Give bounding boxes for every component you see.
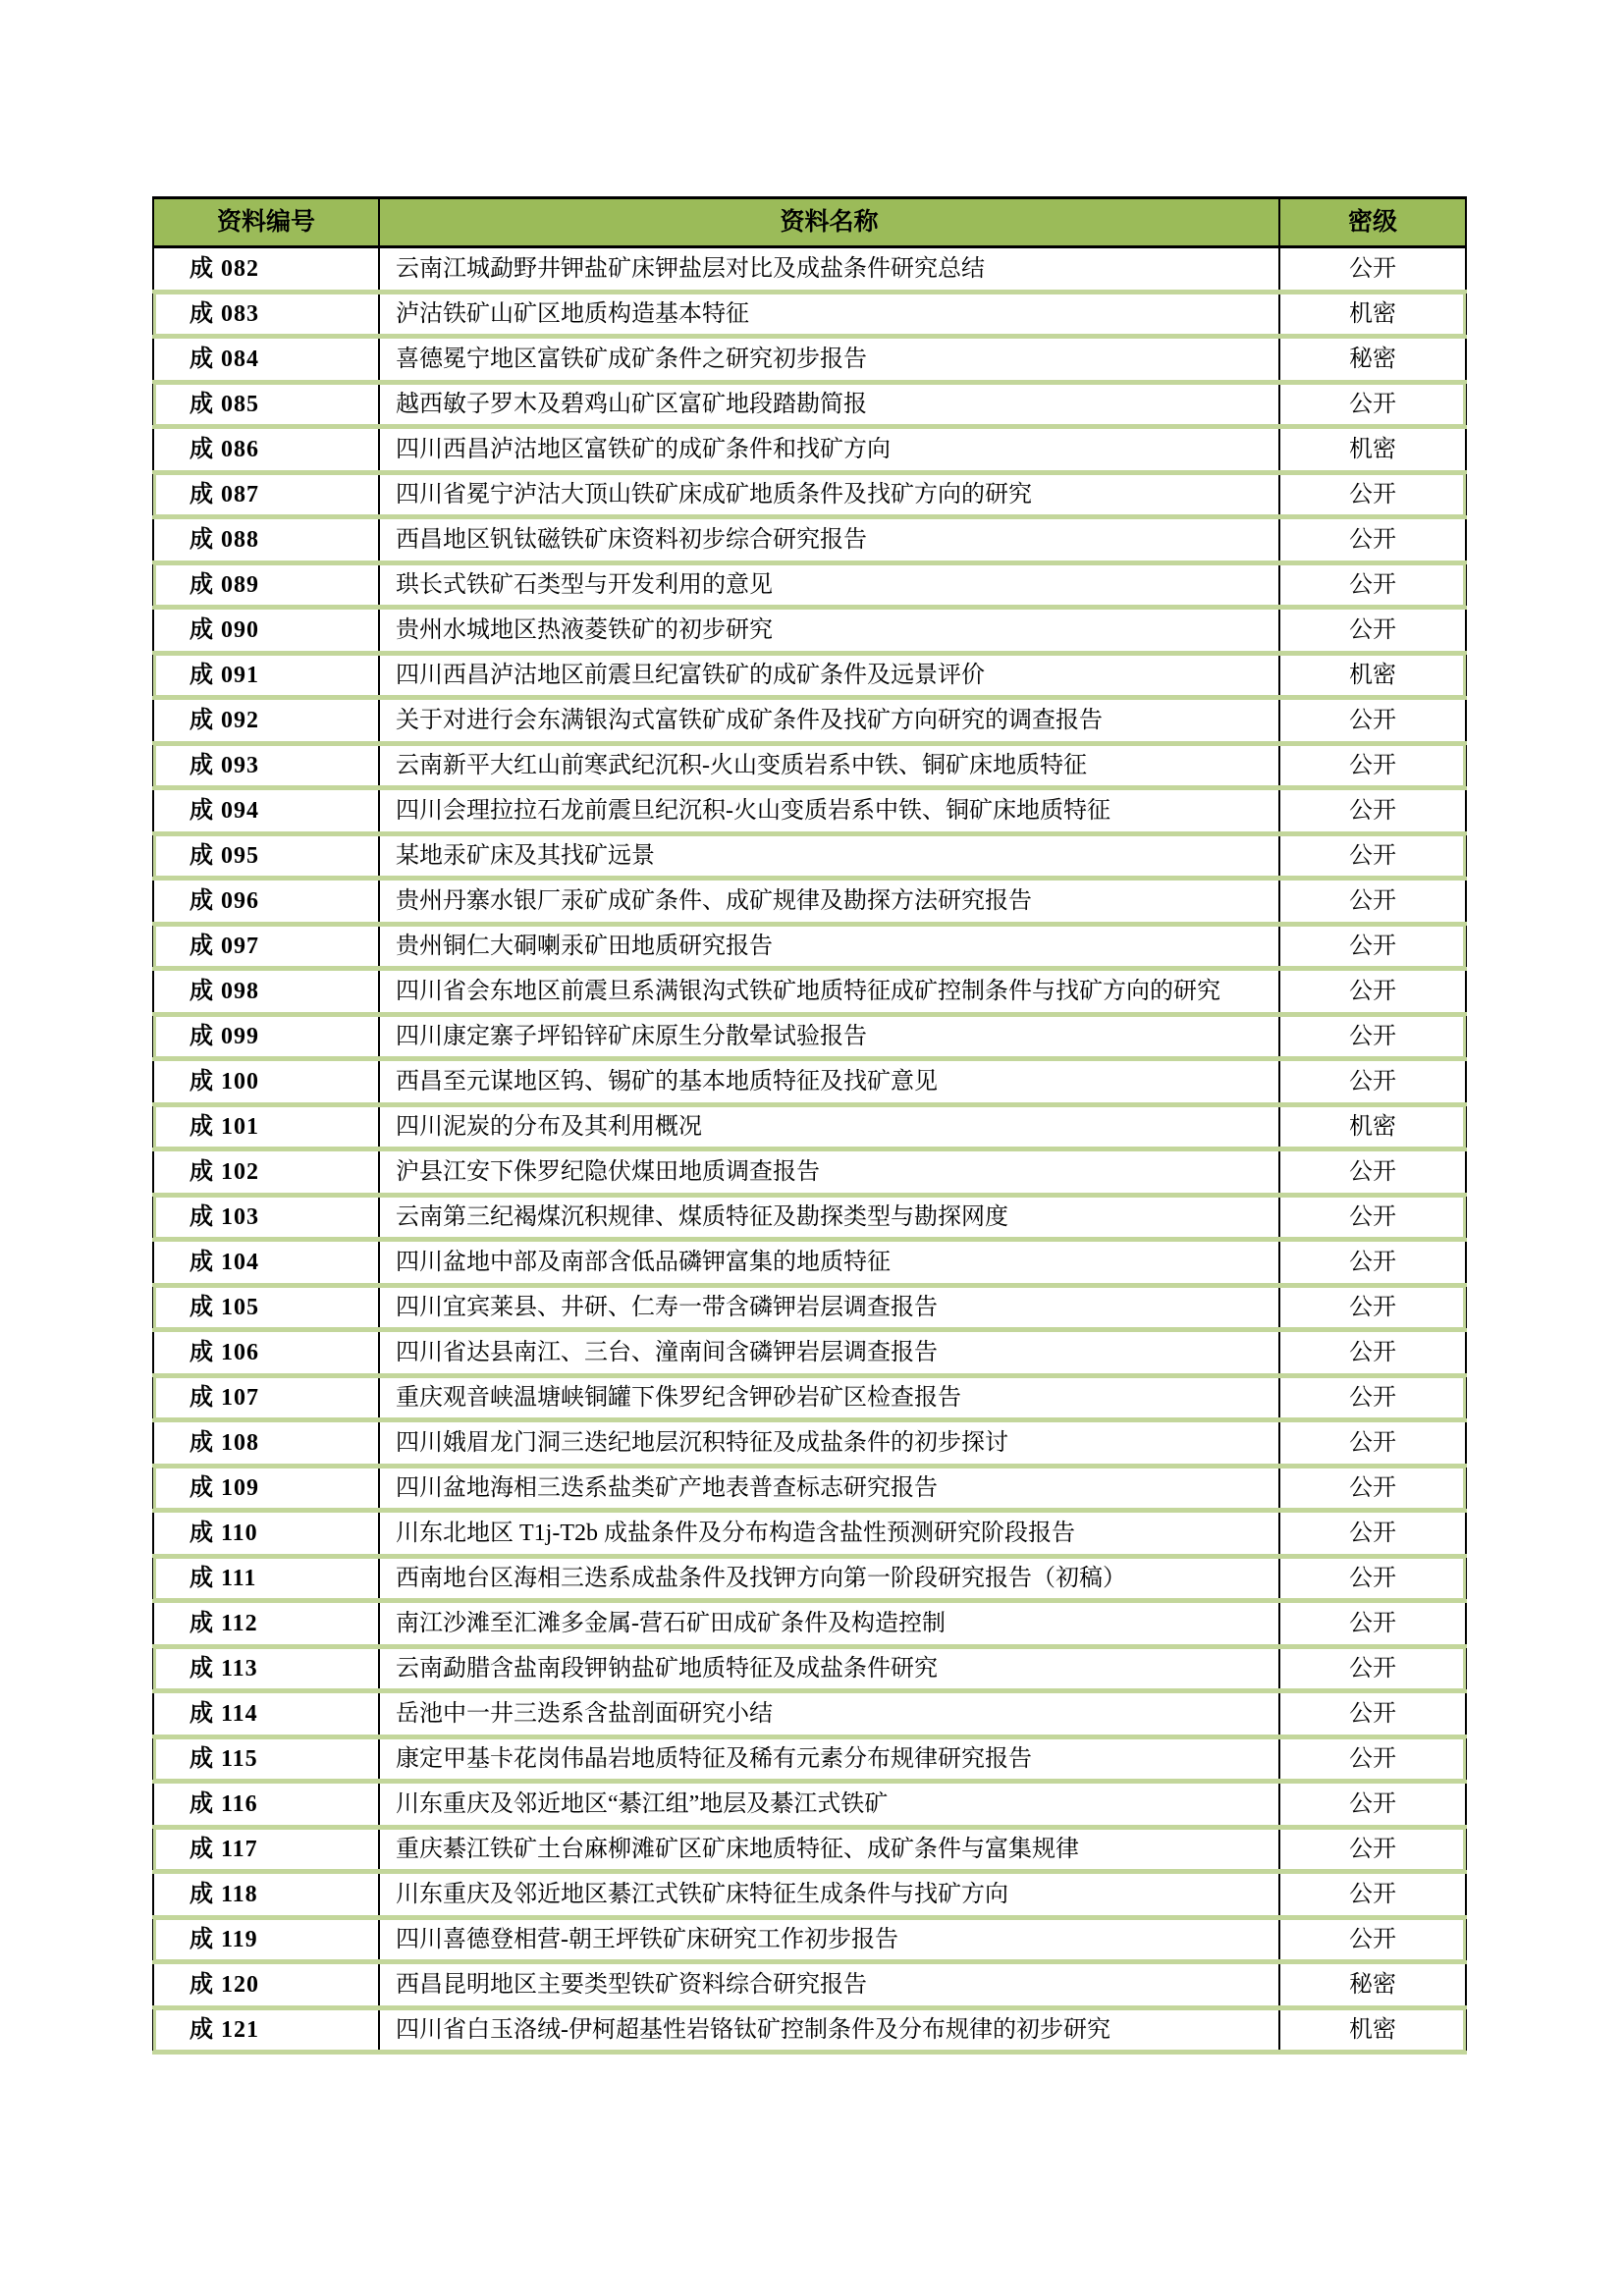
table-row: [153, 1691, 1466, 1736]
table-row: [153, 1917, 1466, 1962]
table-row: [153, 1240, 1466, 1285]
cell-id: 成 117: [153, 1827, 379, 1872]
table-row: [153, 788, 1466, 833]
cell-level: 公开: [1279, 879, 1466, 924]
header-cell-id: 资料编号: [153, 198, 379, 247]
cell-name: 贵州铜仁大硐喇汞矿田地质研究报告: [379, 924, 1279, 969]
table-row: [153, 1104, 1466, 1149]
table-row: [153, 1646, 1466, 1691]
cell-name: 四川喜德登相营-朝王坪铁矿床研究工作初步报告: [379, 1917, 1279, 1962]
table-row: [153, 1511, 1466, 1556]
header-cell-name: 资料名称: [379, 198, 1279, 247]
cell-id: 成 100: [153, 1059, 379, 1104]
cell-id: 成 095: [153, 833, 379, 879]
cell-level: 机密: [1279, 292, 1466, 337]
table-row: [153, 743, 1466, 788]
cell-name: 云南第三纪褐煤沉积规律、煤质特征及勘探类型与勘探网度: [379, 1195, 1279, 1240]
cell-level: 公开: [1279, 1466, 1466, 1511]
records-table-header: [153, 198, 1466, 247]
cell-id: 成 109: [153, 1466, 379, 1511]
cell-id: 成 089: [153, 562, 379, 608]
cell-id: 成 084: [153, 337, 379, 382]
cell-level: 机密: [1279, 427, 1466, 472]
table-row: [153, 1330, 1466, 1375]
cell-id: 成 086: [153, 427, 379, 472]
cell-id: 成 114: [153, 1691, 379, 1736]
table-row: [153, 1827, 1466, 1872]
cell-id: 成 116: [153, 1782, 379, 1827]
cell-level: 公开: [1279, 517, 1466, 562]
table-row: [153, 1556, 1466, 1601]
cell-level: 公开: [1279, 1375, 1466, 1420]
table-row: [153, 1375, 1466, 1420]
cell-level: 公开: [1279, 1511, 1466, 1556]
cell-level: 公开: [1279, 247, 1466, 293]
cell-level: 秘密: [1279, 1962, 1466, 2007]
table-row: [153, 1420, 1466, 1466]
cell-name: 四川会理拉拉石龙前震旦纪沉积-火山变质岩系中铁、铜矿床地质特征: [379, 788, 1279, 833]
cell-level: 公开: [1279, 1195, 1466, 1240]
cell-name: 西南地台区海相三迭系成盐条件及找钾方向第一阶段研究报告（初稿）: [379, 1556, 1279, 1601]
table-row: [153, 337, 1466, 382]
table-row: [153, 2007, 1466, 2053]
cell-level: 公开: [1279, 1285, 1466, 1330]
cell-level: 公开: [1279, 1014, 1466, 1059]
cell-level: 公开: [1279, 924, 1466, 969]
table-row: [153, 1014, 1466, 1059]
table-row: [153, 562, 1466, 608]
cell-name: 云南勐腊含盐南段钾钠盐矿地质特征及成盐条件研究: [379, 1646, 1279, 1691]
cell-name: 四川泥炭的分布及其利用概况: [379, 1104, 1279, 1149]
cell-name: 四川盆地海相三迭系盐类矿产地表普查标志研究报告: [379, 1466, 1279, 1511]
cell-id: 成 107: [153, 1375, 379, 1420]
table-row: [153, 833, 1466, 879]
cell-level: 公开: [1279, 562, 1466, 608]
cell-level: 机密: [1279, 1104, 1466, 1149]
cell-level: 公开: [1279, 1917, 1466, 1962]
table-row: [153, 1962, 1466, 2007]
cell-id: 成 102: [153, 1149, 379, 1195]
cell-level: 公开: [1279, 1736, 1466, 1782]
cell-level: 机密: [1279, 2007, 1466, 2053]
table-row: [153, 879, 1466, 924]
table-row: [153, 1059, 1466, 1104]
cell-id: 成 085: [153, 382, 379, 427]
cell-level: 公开: [1279, 698, 1466, 743]
cell-name: 关于对进行会东满银沟式富铁矿成矿条件及找矿方向研究的调查报告: [379, 698, 1279, 743]
cell-name: 重庆綦江铁矿土台麻柳滩矿区矿床地质特征、成矿条件与富集规律: [379, 1827, 1279, 1872]
table-row: [153, 1872, 1466, 1917]
cell-level: 公开: [1279, 1556, 1466, 1601]
cell-name: 川东北地区 T1j-T2b 成盐条件及分布构造含盐性预测研究阶段报告: [379, 1511, 1279, 1556]
cell-name: 四川省达县南江、三台、潼南间含磷钾岩层调查报告: [379, 1330, 1279, 1375]
cell-level: 公开: [1279, 1240, 1466, 1285]
cell-name: 康定甲基卡花岗伟晶岩地质特征及稀有元素分布规律研究报告: [379, 1736, 1279, 1782]
table-row: [153, 517, 1466, 562]
cell-id: 成 094: [153, 788, 379, 833]
cell-name: 某地汞矿床及其找矿远景: [379, 833, 1279, 879]
table-row: [153, 1285, 1466, 1330]
table-row: [153, 1782, 1466, 1827]
cell-name: 贵州丹寨水银厂汞矿成矿条件、成矿规律及勘探方法研究报告: [379, 879, 1279, 924]
cell-name: 喜德冕宁地区富铁矿成矿条件之研究初步报告: [379, 337, 1279, 382]
cell-name: 越西敏子罗木及碧鸡山矿区富矿地段踏勘简报: [379, 382, 1279, 427]
cell-name: 云南新平大红山前寒武纪沉积-火山变质岩系中铁、铜矿床地质特征: [379, 743, 1279, 788]
cell-level: 公开: [1279, 1420, 1466, 1466]
table-row: [153, 698, 1466, 743]
table-row: [153, 924, 1466, 969]
cell-level: 公开: [1279, 1601, 1466, 1646]
table-row: [153, 608, 1466, 653]
cell-name: 四川娥眉龙门洞三迭纪地层沉积特征及成盐条件的初步探讨: [379, 1420, 1279, 1466]
cell-id: 成 088: [153, 517, 379, 562]
table-row: [153, 1601, 1466, 1646]
cell-id: 成 104: [153, 1240, 379, 1285]
cell-id: 成 090: [153, 608, 379, 653]
cell-id: 成 112: [153, 1601, 379, 1646]
cell-name: 四川盆地中部及南部含低品磷钾富集的地质特征: [379, 1240, 1279, 1285]
cell-name: 川东重庆及邻近地区綦江式铁矿床特征生成条件与找矿方向: [379, 1872, 1279, 1917]
table-row: [153, 427, 1466, 472]
cell-id: 成 106: [153, 1330, 379, 1375]
cell-level: 秘密: [1279, 337, 1466, 382]
header-row: [153, 198, 1466, 247]
cell-name: 重庆观音峡温塘峡铜罐下侏罗纪含钾砂岩矿区检查报告: [379, 1375, 1279, 1420]
cell-id: 成 082: [153, 247, 379, 293]
table-row: [153, 1736, 1466, 1782]
cell-id: 成 108: [153, 1420, 379, 1466]
cell-level: 公开: [1279, 472, 1466, 517]
cell-id: 成 121: [153, 2007, 379, 2053]
cell-level: 公开: [1279, 1782, 1466, 1827]
cell-name: 四川宜宾莱县、井研、仁寿一带含磷钾岩层调查报告: [379, 1285, 1279, 1330]
cell-level: 公开: [1279, 969, 1466, 1014]
cell-name: 西昌昆明地区主要类型铁矿资料综合研究报告: [379, 1962, 1279, 2007]
cell-name: 四川西昌泸沽地区前震旦纪富铁矿的成矿条件及远景评价: [379, 653, 1279, 698]
cell-name: 云南江城勐野井钾盐矿床钾盐层对比及成盐条件研究总结: [379, 247, 1279, 293]
header-cell-level: 密级: [1279, 198, 1466, 247]
cell-name: 沪县江安下侏罗纪隐伏煤田地质调查报告: [379, 1149, 1279, 1195]
cell-name: 西昌至元谋地区钨、锡矿的基本地质特征及找矿意见: [379, 1059, 1279, 1104]
cell-name: 泸沽铁矿山矿区地质构造基本特征: [379, 292, 1279, 337]
cell-name: 西昌地区钒钛磁铁矿床资料初步综合研究报告: [379, 517, 1279, 562]
cell-id: 成 113: [153, 1646, 379, 1691]
cell-level: 公开: [1279, 1149, 1466, 1195]
cell-level: 公开: [1279, 1691, 1466, 1736]
cell-level: 公开: [1279, 382, 1466, 427]
cell-id: 成 083: [153, 292, 379, 337]
cell-id: 成 120: [153, 1962, 379, 2007]
cell-id: 成 101: [153, 1104, 379, 1149]
cell-id: 成 099: [153, 1014, 379, 1059]
cell-id: 成 096: [153, 879, 379, 924]
cell-name: 四川省白玉洛绒-伊柯超基性岩铬钛矿控制条件及分布规律的初步研究: [379, 2007, 1279, 2053]
table-row: [153, 472, 1466, 517]
cell-level: 公开: [1279, 1059, 1466, 1104]
cell-level: 公开: [1279, 1330, 1466, 1375]
cell-level: 公开: [1279, 1827, 1466, 1872]
cell-id: 成 103: [153, 1195, 379, 1240]
cell-id: 成 091: [153, 653, 379, 698]
cell-level: 公开: [1279, 788, 1466, 833]
cell-level: 公开: [1279, 1646, 1466, 1691]
cell-name: 南江沙滩至汇滩多金属-营石矿田成矿条件及构造控制: [379, 1601, 1279, 1646]
cell-level: 公开: [1279, 608, 1466, 653]
cell-name: 四川省会东地区前震旦系满银沟式铁矿地质特征成矿控制条件与找矿方向的研究: [379, 969, 1279, 1014]
cell-name: 四川西昌泸沽地区富铁矿的成矿条件和找矿方向: [379, 427, 1279, 472]
table-row: [153, 382, 1466, 427]
table-row: [153, 292, 1466, 337]
cell-id: 成 110: [153, 1511, 379, 1556]
cell-id: 成 097: [153, 924, 379, 969]
records-table-wrap: [152, 196, 1465, 2055]
cell-name: 四川康定寨子坪铅锌矿床原生分散晕试验报告: [379, 1014, 1279, 1059]
cell-id: 成 115: [153, 1736, 379, 1782]
cell-level: 公开: [1279, 743, 1466, 788]
cell-id: 成 098: [153, 969, 379, 1014]
cell-id: 成 092: [153, 698, 379, 743]
table-row: [153, 1195, 1466, 1240]
cell-id: 成 119: [153, 1917, 379, 1962]
table-row: [153, 247, 1466, 293]
cell-level: 机密: [1279, 653, 1466, 698]
cell-name: 珙长式铁矿石类型与开发利用的意见: [379, 562, 1279, 608]
table-row: [153, 1466, 1466, 1511]
table-row: [153, 653, 1466, 698]
cell-name: 岳池中一井三迭系含盐剖面研究小结: [379, 1691, 1279, 1736]
cell-level: 公开: [1279, 1872, 1466, 1917]
cell-id: 成 111: [153, 1556, 379, 1601]
cell-level: 公开: [1279, 833, 1466, 879]
table-row: [153, 969, 1466, 1014]
table-row: [153, 1149, 1466, 1195]
cell-name: 四川省冕宁泸沽大顶山铁矿床成矿地质条件及找矿方向的研究: [379, 472, 1279, 517]
records-tbody: [153, 247, 1466, 2054]
cell-name: 贵州水城地区热液菱铁矿的初步研究: [379, 608, 1279, 653]
records-table: [152, 196, 1467, 2055]
cell-id: 成 093: [153, 743, 379, 788]
cell-id: 成 105: [153, 1285, 379, 1330]
cell-id: 成 118: [153, 1872, 379, 1917]
cell-id: 成 087: [153, 472, 379, 517]
cell-name: 川东重庆及邻近地区“綦江组”地层及綦江式铁矿: [379, 1782, 1279, 1827]
